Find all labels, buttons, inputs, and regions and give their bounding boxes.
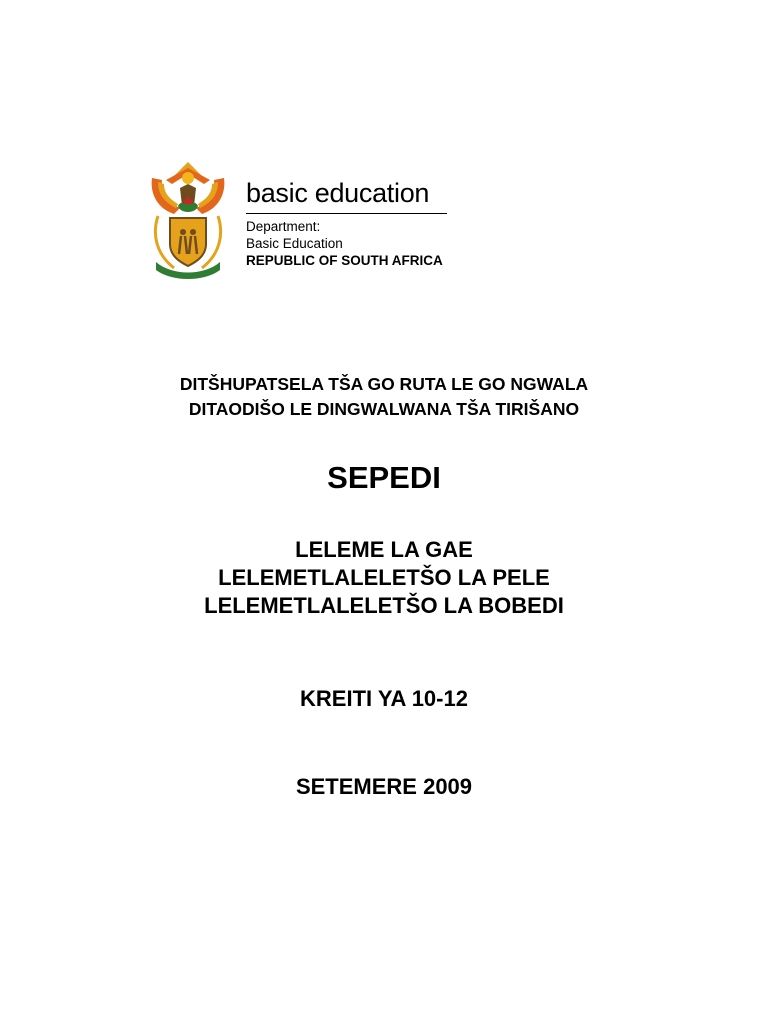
language-title: SEPEDI	[327, 460, 441, 495]
protea-icon	[178, 196, 198, 212]
sun-icon	[166, 162, 210, 184]
level-item: LELEMETLALELETŠO LA PELE	[218, 565, 550, 590]
level-item: LELEMETLALELETŠO LA BOBEDI	[204, 593, 564, 618]
language-levels	[0, 536, 768, 620]
brand-divider	[246, 213, 447, 214]
department-logo	[138, 158, 458, 286]
subtitle-line: DITŠHUPATSELA TŠA GO RUTA LE GO NGWALA	[179, 374, 589, 394]
subtitle-line: DITAODIŠO LE DINGWALWANA TŠA TIRIŠANO	[188, 399, 580, 419]
south-africa-coat-of-arms-icon	[144, 158, 232, 282]
department-label: Department:	[246, 219, 321, 234]
department-name: Basic Education	[246, 236, 343, 251]
shield-icon	[170, 218, 206, 266]
grade-label: KREITI YA 10-12	[300, 686, 468, 711]
level-item: LELEME LA GAE	[295, 537, 473, 562]
brand-title: basic education	[246, 178, 430, 208]
publication-date: SETEMERE 2009	[295, 774, 473, 799]
document-subtitle	[0, 372, 768, 422]
country-name: REPUBLIC OF SOUTH AFRICA	[246, 253, 443, 268]
